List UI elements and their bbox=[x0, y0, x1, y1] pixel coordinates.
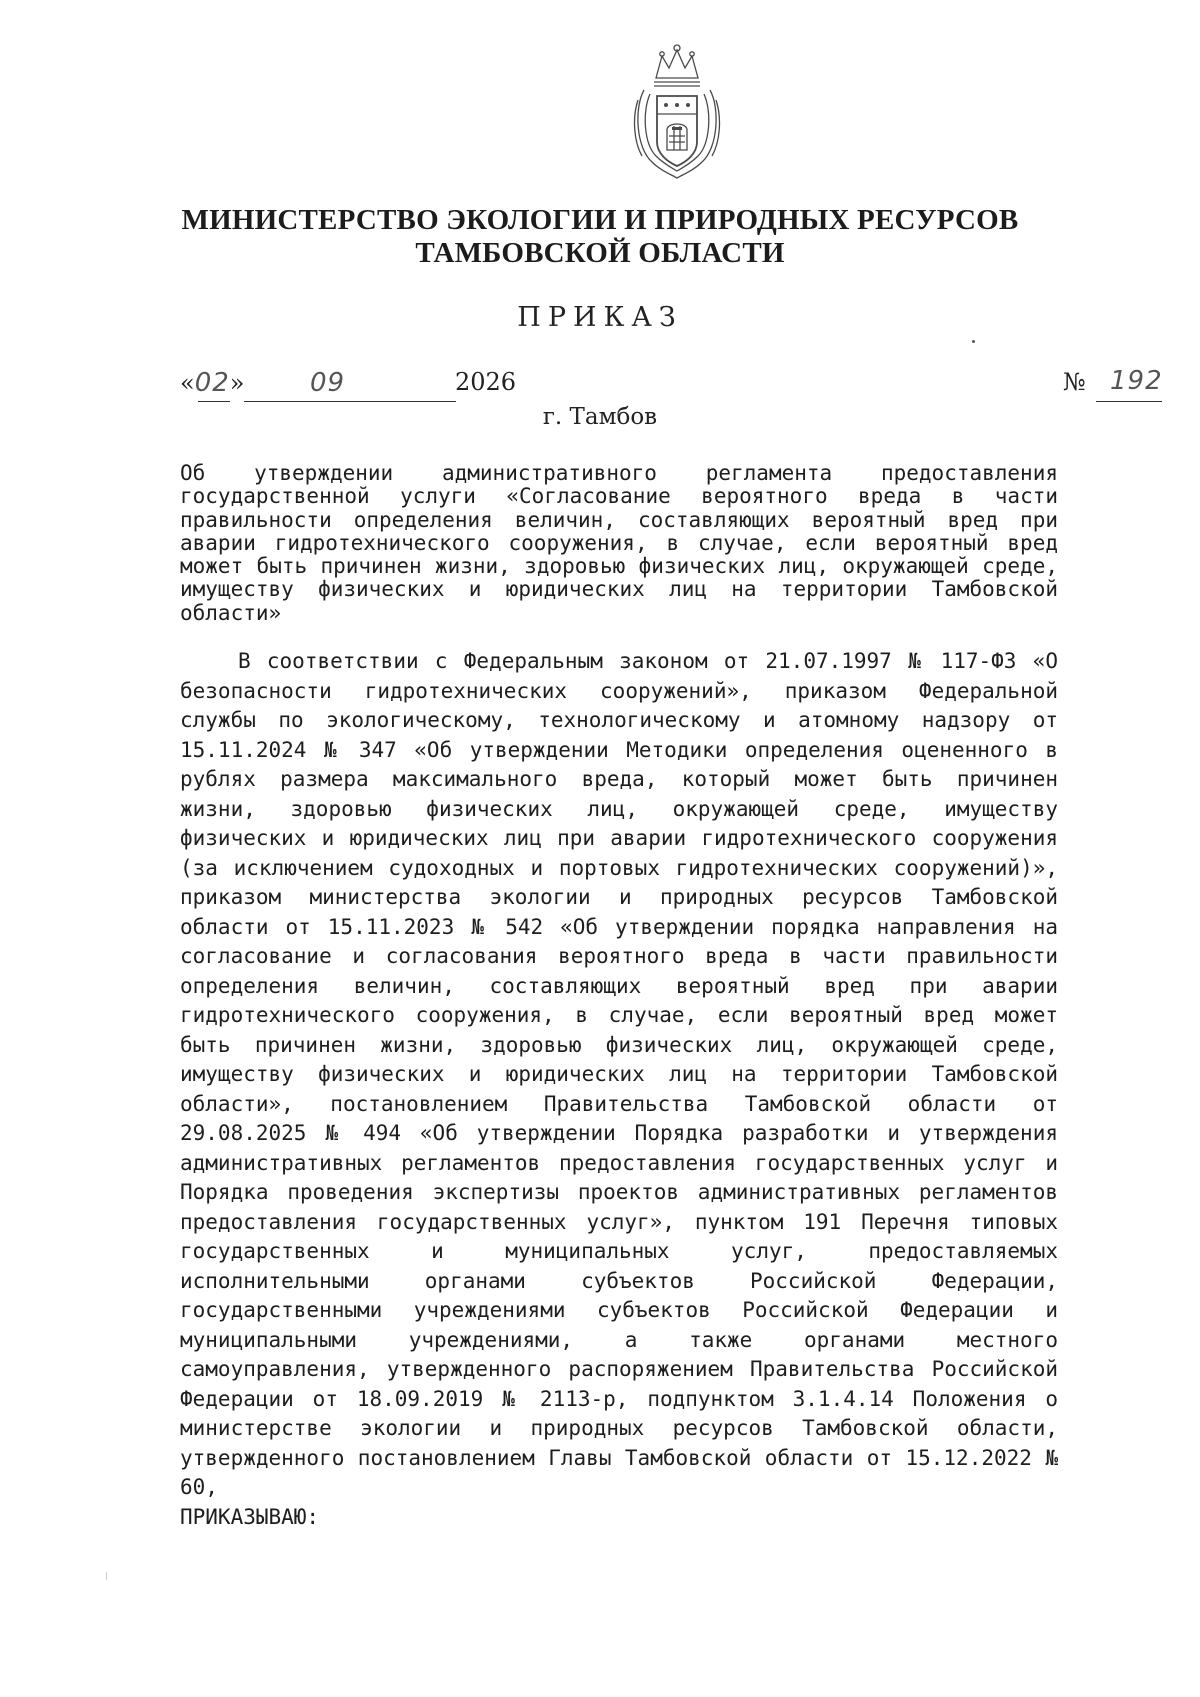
order-number-handwritten: 192 bbox=[1110, 366, 1163, 396]
ministry-name bbox=[150, 204, 1050, 270]
ministry-name-line2: ТАМБОВСКОЙ ОБЛАСТИ bbox=[415, 237, 785, 269]
preamble-paragraph: В соответствии с Федеральным законом от 21.07.1997 № 117-ФЗ «О безопасности гидротехнических сооружений», приказом Федеральной службы по экологическому, технологическому и атомному надзору от 15.11.2024 № 347 «Об утверждении Методики определения оцененного в рублях размера максимального вреда, который может быть причинен жизни, здоровью физических лиц, окружающей среде, имуществу физических и юридических лиц при аварии гидротехнического сооружения (за исключением судоходных и портовых гидротехнических сооружений)», приказом министерства экологии и природных ресурсов Тамбовской области от 15.11.2023 № 542 «Об утверждении порядка направления на согласование и согласования вероятного вреда в части правильности определения величин, составляющих вероятный вред при аварии гидротехнического сооружения, в случае, если вероятный вред может быть причинен жизни, здоровью физических лиц, окружающей среде, имуществу физических и юридических лиц на территории Тамбовской области», постановлением Правительства Тамбовской области от 29.08.2025 № 494 «Об утверждении Порядка разработки и утверждения административных регламентов предоставления государственных услуг и Порядка проведения экспертизы проектов административных регламентов предоставления государственных услуг», пунктом 191 Перечня типовых государственных и муниципальных услуг, предоставляемых исполнительными органами субъектов Российской Федерации, государственными учреждениями субъектов Российской Федерации и муниципальными учреждениями, а также органами местного самоуправления, утвержденного распоряжением Правительства Российской Федерации от 18.09.2019 № 2113-р, подпунктом 3.1.4.14 Положения о министерстве экологии и природных ресурсов Тамбовской области, утвержденного постановлением Главы Тамбовской области от 15.12.2022 № 60, bbox=[180, 649, 1058, 1499]
order-year: 2026 bbox=[455, 368, 517, 396]
day-handwritten: 02 bbox=[194, 368, 230, 398]
ministry-name-line1: МИНИСТЕРСТВО ЭКОЛОГИИ И ПРИРОДНЫХ РЕСУРСОВ bbox=[181, 204, 1019, 236]
order-day bbox=[180, 368, 244, 398]
order-preamble bbox=[180, 647, 1058, 1532]
city: г. Тамбов bbox=[542, 404, 658, 430]
tambov-region-coat-of-arms-icon bbox=[624, 38, 730, 184]
day-close-quote: » bbox=[229, 369, 245, 397]
order-subject: Об утверждении административного регламента предоставления государственной услуги «Согласование вероятного вреда в части правильности определения величин, составляющих вероятный вред при аварии гидротехнического сооружения, в случае, если вероятный вред может быть причинен жизни, здоровью физических лиц, окружающей среде, имуществу физических и юридических лиц на территории Тамбовской области» bbox=[180, 461, 1058, 625]
scan-speck bbox=[972, 340, 975, 343]
month-handwritten: 09 bbox=[310, 368, 346, 398]
scan-margin-mark bbox=[106, 1572, 107, 1580]
date-number-line bbox=[180, 366, 1163, 404]
number-underline bbox=[1096, 401, 1162, 402]
document-type: ПРИКАЗ bbox=[517, 302, 683, 333]
month-underline bbox=[244, 401, 456, 402]
number-sign: № bbox=[1063, 368, 1086, 396]
day-underline bbox=[198, 401, 230, 402]
order-command-word: ПРИКАЗЫВАЮ: bbox=[180, 1504, 320, 1529]
day-open-quote: « bbox=[180, 369, 195, 397]
